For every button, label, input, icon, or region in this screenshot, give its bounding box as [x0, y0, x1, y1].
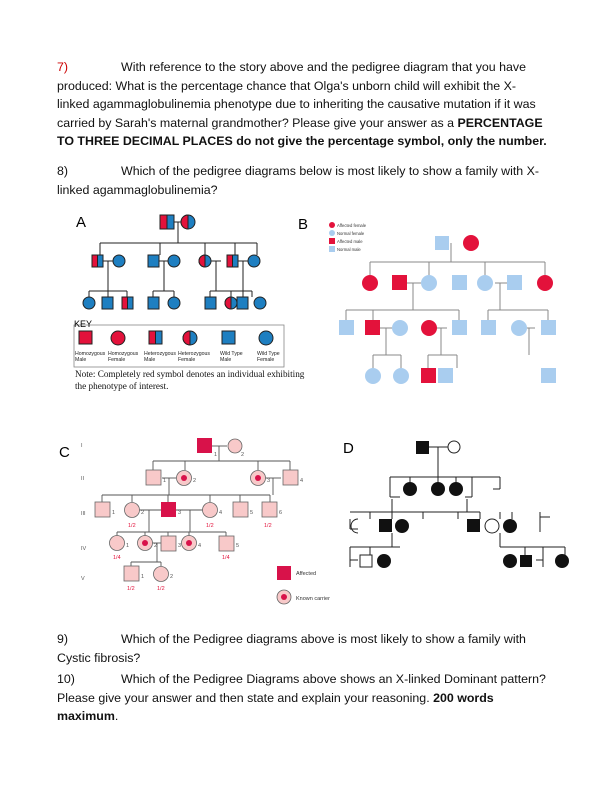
key-symbol-homozygous-male: [79, 331, 92, 344]
key-symbol-wild-female: [259, 331, 273, 345]
c-num-3-5: 5: [250, 510, 254, 516]
c-num-5-2: 2: [170, 574, 174, 580]
diagram-a-key-title: KEY: [74, 319, 93, 329]
key-label-2b: Female: [108, 357, 126, 363]
c-num-2-1: 1: [163, 478, 167, 484]
c-num-1-1: 1: [214, 452, 218, 458]
c-num-4-5: 5: [236, 543, 240, 549]
question-7: [57, 58, 547, 151]
c-num-4-4: 4: [198, 543, 202, 549]
gen-label-4: IV: [81, 546, 87, 552]
question-10-text: Which of the Pedigree Diagrams above shows an X-linked Dominant pattern? Please give your answer and then state and explain your reasoning.: [57, 672, 546, 705]
c-frac-5-2: 1/2: [157, 586, 165, 592]
question-10: [57, 670, 547, 726]
key-label-1a: Homozygous: [75, 351, 106, 357]
key-symbol-homozygous-female: [111, 331, 125, 345]
question-9-number: 9): [57, 632, 69, 646]
key-label-3a: Heterozygous: [144, 351, 177, 357]
c-frac-3-2: 1/2: [128, 523, 136, 529]
c-num-3-3: 3: [178, 510, 182, 516]
question-10-number: 10): [57, 672, 75, 686]
c-num-3-4: 4: [219, 510, 223, 516]
legend-b-normal-male: Normal male: [337, 247, 361, 252]
question-7-end: .: [543, 134, 547, 149]
c-frac-4-1: 1/4: [113, 555, 121, 561]
c-num-4-3: 3: [178, 543, 182, 549]
key-label-2a: Homozygous: [108, 351, 139, 357]
c-num-1-2: 2: [241, 452, 245, 458]
c-num-5-1: 1: [141, 574, 145, 580]
legend-b-affected-male: Affected male: [337, 239, 363, 244]
c-num-3-1: 1: [112, 510, 116, 516]
gen-label-3: III: [81, 511, 86, 517]
key-symbol-wild-male: [222, 331, 235, 344]
c-num-2-4: 4: [300, 478, 304, 484]
pedigree-diagram-b: [295, 210, 570, 390]
c-num-2-3: 3: [267, 478, 271, 484]
key-label-6a: Wild Type: [257, 351, 280, 357]
c-num-4-1: 1: [126, 543, 130, 549]
gen-label-2: II: [81, 476, 85, 482]
c-legend-affected: Affected: [296, 571, 317, 577]
c-frac-3-4: 1/2: [206, 523, 214, 529]
diagram-a-label: A: [76, 214, 87, 231]
key-label-4b: Female: [178, 357, 196, 363]
key-label-4a: Heterozygous: [178, 351, 211, 357]
diagram-a-note: Note: Completely red symbol denotes an individual exhibiting the phenotype of interest.: [75, 369, 305, 391]
question-8-number: 8): [57, 164, 69, 178]
pedigree-diagram-d: [340, 437, 575, 577]
c-legend-carrier: Known carrier: [296, 596, 330, 602]
c-num-3-2: 2: [141, 510, 145, 516]
legend-b-normal-female: Normal female: [337, 231, 365, 236]
pedigree-diagram-a: [70, 208, 295, 368]
question-10-end: .: [114, 709, 119, 724]
pedigree-diagram-c: [55, 430, 345, 610]
c-num-2-2: 2: [193, 478, 197, 484]
c-num-3-6: 6: [279, 510, 283, 516]
key-label-6b: Female: [257, 357, 275, 363]
gen-label-5: V: [81, 576, 85, 582]
question-8-text: Which of the pedigree diagrams below is most likely to show a family with X-linked agammaglobulinemia?: [57, 164, 540, 197]
key-label-3b: Male: [144, 357, 156, 363]
key-label-1b: Male: [75, 357, 87, 363]
c-frac-5-1: 1/2: [127, 586, 135, 592]
question-8: [57, 162, 547, 199]
c-frac-3-6: 1/2: [264, 523, 272, 529]
diagram-d-label: D: [343, 440, 354, 457]
question-7-instruction: PERCENTAGE TO THREE DECIMAL PLACES do not give the percentage symbol, only the number: [57, 115, 544, 149]
diagram-c-label: C: [59, 444, 70, 461]
key-label-5b: Male: [220, 357, 232, 363]
question-9: [57, 630, 547, 667]
question-7-number: 7): [57, 60, 69, 74]
question-10-limit: 200 words maximum: [57, 690, 494, 724]
legend-b-affected-female: Affected female: [337, 223, 367, 228]
c-frac-4-5: 1/4: [222, 555, 230, 561]
key-label-5a: Wild Type: [220, 351, 243, 357]
c-num-4-2: 2: [154, 543, 158, 549]
question-9-text: Which of the Pedigree diagrams above is most likely to show a family with Cystic fibrosis?: [57, 632, 526, 665]
gen-label-1: I: [81, 443, 83, 449]
question-7-text: With reference to the story above and the pedigree diagram that you have produced: What is the percentage chance that Olga's unborn child will exhibit the X-linked agammaglobulinemia phenotype due to inheriting the causative mutation if it was carried by Sarah's maternal grandmother? Please give your answer as a: [57, 60, 536, 130]
diagram-b-label: B: [298, 216, 309, 233]
